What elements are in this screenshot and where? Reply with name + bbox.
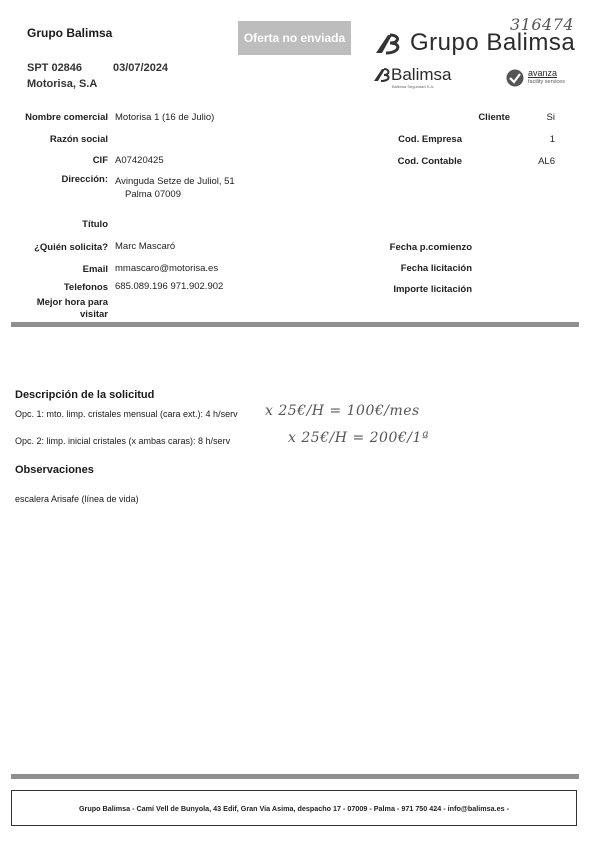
- footer-box: [11, 790, 577, 826]
- cod-contable-value: AL6: [538, 156, 555, 167]
- client-name: Motorisa, S.A: [27, 78, 98, 90]
- telefonos-label: Telefonos: [63, 282, 108, 293]
- fecha-licitacion-label: Fecha licitación: [400, 263, 472, 274]
- descripcion-option-1: Opc. 1: mto. limp. cristales mensual (cara ext.): 4 h/serv: [15, 409, 238, 419]
- grupo-balimsa-logo-text: Grupo Balimsa: [410, 29, 576, 56]
- descripcion-option-2: Opc. 2: limp. inicial cristales (x ambas caras): 8 h/serv: [15, 436, 231, 446]
- nombre-comercial-value: Motorisa 1 (16 de Julio): [115, 112, 215, 123]
- avanza-check-icon: [505, 68, 525, 88]
- descripcion-title: Descripción de la solicitud: [15, 389, 155, 401]
- footer-separator: [11, 774, 579, 779]
- cod-empresa-value: 1: [549, 134, 555, 145]
- cod-contable-label: Cod. Contable: [397, 156, 462, 167]
- observaciones-title: Observaciones: [15, 464, 94, 476]
- status-badge: Oferta no enviada: [238, 21, 351, 55]
- cif-label: CIF: [92, 155, 108, 166]
- document-date: 03/07/2024: [113, 62, 169, 74]
- importe-licitacion-label: Importe licitación: [393, 284, 472, 295]
- grupo-balimsa-logo: [370, 31, 404, 62]
- balimsa-logo-text: Balimsa: [391, 65, 452, 84]
- cliente-value: Si: [546, 112, 555, 123]
- cliente-label: Cliente: [478, 112, 510, 123]
- observaciones-text: escalera Arisafe (línea de vida): [15, 494, 139, 504]
- balimsa-small-mark-icon: [372, 67, 392, 83]
- header-separator: [11, 322, 579, 327]
- avanza-logo-text: avanza: [528, 68, 558, 78]
- descripcion-option-2-handwritten: x 25€/H = 200€/1ª: [288, 430, 430, 446]
- mejor-hora-label-line1: Mejor hora para: [36, 297, 108, 308]
- quien-solicita-label: ¿Quién solicita?: [34, 242, 108, 253]
- balimsa-logo: [372, 67, 392, 88]
- direccion-label: Dirección:: [61, 174, 108, 185]
- document-number: SPT 02846: [27, 62, 83, 74]
- fecha-comienzo-label: Fecha p.comienzo: [389, 242, 472, 253]
- direccion-line1: Avinguda Setze de Juliol, 51: [115, 176, 235, 187]
- avanza-logo: [505, 68, 525, 93]
- email-label: Email: [82, 264, 108, 275]
- nombre-comercial-label: Nombre comercial: [25, 112, 108, 123]
- company-name: Grupo Balimsa: [27, 26, 113, 40]
- avanza-logo-subtext: facility services: [528, 79, 565, 85]
- balimsa-mark-icon: [370, 31, 404, 57]
- titulo-label: Título: [82, 219, 108, 230]
- quien-solicita-value: Marc Mascaró: [115, 241, 176, 252]
- razon-social-label: Razón social: [49, 134, 108, 145]
- mejor-hora-label-line2: visitar: [80, 309, 108, 320]
- direccion-line2: Palma 07009: [125, 189, 181, 200]
- email-value: mmascaro@motorisa.es: [115, 263, 219, 274]
- footer-text: Grupo Balimsa - Camí Vell de Bunyola, 43 Edif, Gran Via Asima, despacho 17 - 07009 - Palma - 971 750 424 - info@balimsa.es -: [78, 803, 510, 813]
- descripcion-option-1-handwritten: x 25€/H = 100€/mes: [265, 403, 420, 419]
- cod-empresa-label: Cod. Empresa: [398, 134, 462, 145]
- handwritten-reference: 316474: [510, 15, 575, 34]
- cif-value: A07420425: [115, 155, 164, 166]
- telefonos-value: 685.089.196 971.902.902: [115, 281, 224, 292]
- balimsa-logo-subtext: Balimsa Seguridad S.A.: [392, 84, 435, 89]
